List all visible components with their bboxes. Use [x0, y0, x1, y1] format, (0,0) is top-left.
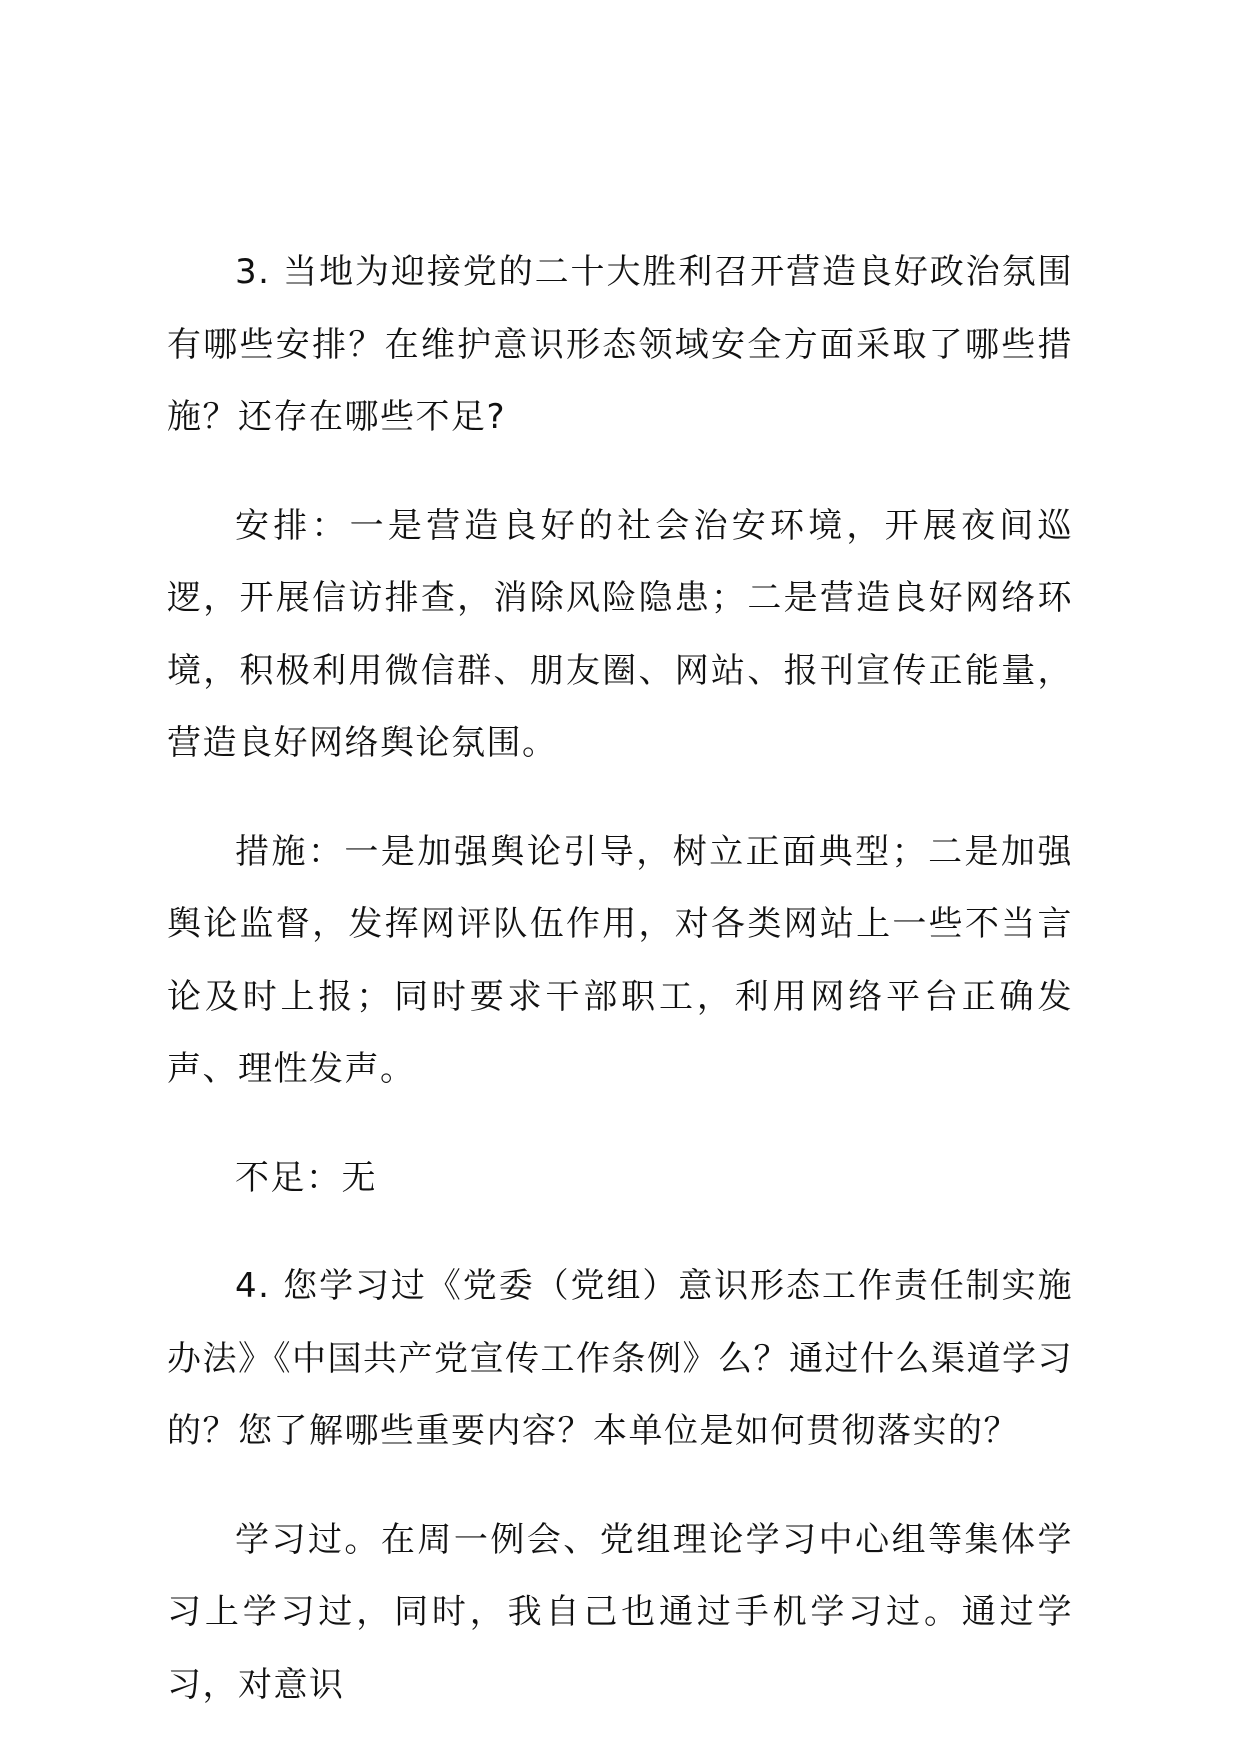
document-body	[167, 236, 1073, 1757]
shortcomings-paragraph: 不足：无	[235, 1157, 377, 1198]
answer-4-paragraph: 学习过。在周一例会、党组理论学习中心组等集体学习上学习过，同时，我自己也通过手机学习过。通过学习，对意识	[167, 1519, 1073, 1705]
measures-paragraph: 措施：一是加强舆论引导，树立正面典型；二是加强舆论监督，发挥网评队伍作用，对各类网站上一些不当言论及时上报；同时要求干部职工，利用网络平台正确发声、理性发声。	[167, 831, 1073, 1089]
question-3-paragraph: 3. 当地为迎接党的二十大胜利召开营造良好政治氛围有哪些安排？在维护意识形态领域安全方面采取了哪些措施？还存在哪些不足?	[167, 252, 1073, 437]
question-4-paragraph: 4. 您学习过《党委（党组）意识形态工作责任制实施办法》《中国共产党宣传工作条例》么？通过什么渠道学习的？您了解哪些重要内容？本单位是如何贯彻落实的？	[167, 1266, 1073, 1451]
arrangement-paragraph: 安排：一是营造良好的社会治安环境，开展夜间巡逻，开展信访排查，消除风险隐患；二是营造良好网络环境，积极利用微信群、朋友圈、网站、报刊宣传正能量，营造良好网络舆论氛围。	[167, 505, 1073, 763]
